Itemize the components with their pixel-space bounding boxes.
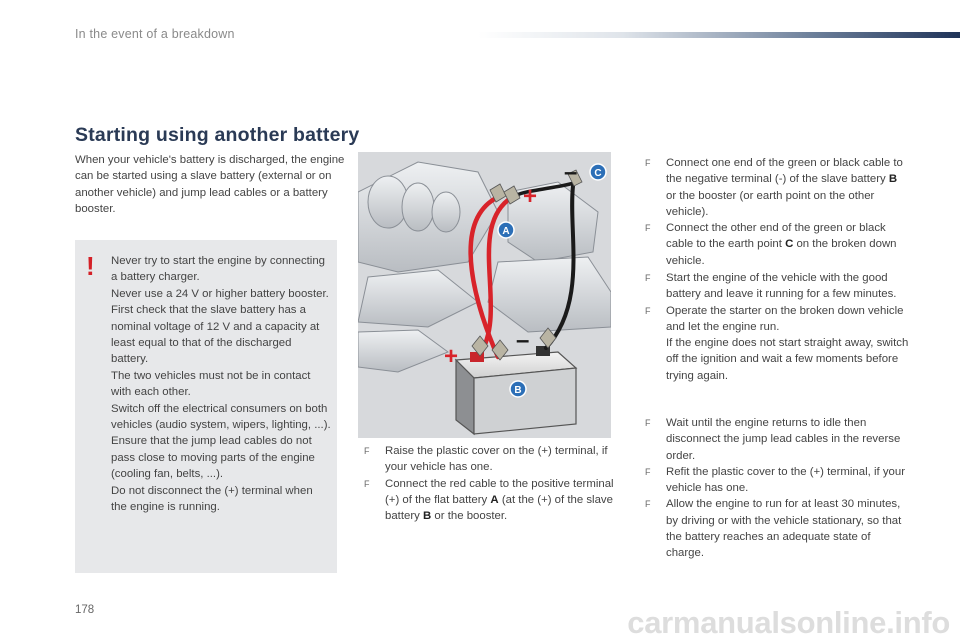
plus-sign: + <box>444 343 459 370</box>
label-a-text: A <box>502 226 510 237</box>
page-title: Starting using another battery <box>75 124 360 146</box>
step-extra-text: If the engine does not start straight away, switch off the ignition and wait a few moments before trying again. <box>666 337 909 382</box>
step-text: F Connect the other end of the green or black cable to the earth point C on the broken down vehicle. <box>666 222 897 267</box>
step-text: F Refit the plastic cover to the (+) terminal, if your vehicle has one. <box>666 465 905 495</box>
step-text: F Raise the plastic cover on the (+) terminal, if your vehicle has one. <box>385 445 608 474</box>
plus-sign: + <box>523 183 538 210</box>
step-item <box>364 443 624 476</box>
step-item <box>645 303 910 384</box>
warning-icon: ! <box>86 251 95 281</box>
minus-sign: – <box>564 159 578 186</box>
step-text: F Start the engine of the vehicle with the good battery and leave it running for a few minutes. <box>666 272 897 301</box>
step-text: F Connect one end of the green or black cable to the negative terminal (-) of the slave battery B or the booster (or earth point on the other vehicle). <box>666 157 903 218</box>
step-item <box>645 415 910 464</box>
steps-list <box>645 270 910 384</box>
header-gradient-bar <box>478 32 960 38</box>
warning-line: Switch off the electrical consumers on both vehicles (audio system, wipers, lighting, ...). <box>111 402 331 432</box>
warning-line: Do not disconnect the (+) terminal when the engine is running. <box>111 484 313 514</box>
page-number: 178 <box>75 604 95 616</box>
jump-start-diagram <box>358 152 611 438</box>
warning-box <box>75 240 337 573</box>
warning-line: Never use a 24 V or higher battery booster. <box>111 287 329 300</box>
step-item <box>364 476 624 525</box>
step-item <box>645 464 910 497</box>
step-item <box>645 220 910 269</box>
steps-list <box>645 155 910 269</box>
step-text: F Wait until the engine returns to idle then disconnect the jump lead cables in the reverse order. <box>666 417 901 462</box>
step-item <box>645 270 910 303</box>
minus-sign: – <box>516 327 530 354</box>
label-b-text: B <box>514 385 522 396</box>
step-item <box>645 496 910 561</box>
jump-start-illustration <box>358 152 611 438</box>
steps-list <box>364 443 624 524</box>
label-c-text: C <box>594 168 602 179</box>
warning-text <box>111 253 331 516</box>
steps-list <box>645 415 910 562</box>
warning-line: The two vehicles must not be in contact with each other. <box>111 369 311 399</box>
step-text: F Allow the engine to run for at least 30 minutes, by driving or with the vehicle stationary, so that the battery reaches an adequate state of charge. <box>666 498 902 560</box>
label-c <box>590 164 606 180</box>
warning-line: Never try to start the engine by connecting a battery charger. <box>111 255 326 284</box>
warning-line: Ensure that the jump lead cables do not pass close to moving parts of the engine (cooling fan, belts, ...). <box>111 435 315 481</box>
intro-paragraph: When your vehicle's battery is discharged, the engine can be started using a slave battery (external or on another vehicle) and jump lead cables or a battery booster. <box>75 154 345 215</box>
footer-watermark: carmanualsonline.info <box>627 605 950 640</box>
warning-line: First check that the slave battery has a nominal voltage of 12 V and a capacity at least equal to that of the discharged battery. <box>111 304 320 366</box>
label-a <box>498 222 514 238</box>
step-text: F Operate the starter on the broken down vehicle and let the engine run. <box>666 304 904 333</box>
section-header: In the event of a breakdown <box>75 27 235 41</box>
step-item <box>645 155 910 220</box>
label-b <box>510 381 526 397</box>
step-text: F Connect the red cable to the positive terminal (+) of the flat battery A (at the (+) of the slave battery B or the booster. <box>385 477 614 523</box>
